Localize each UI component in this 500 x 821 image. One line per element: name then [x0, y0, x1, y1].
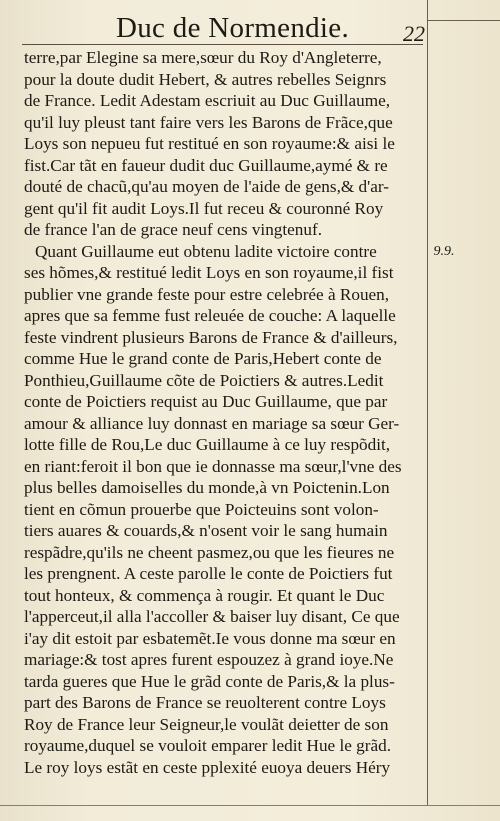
text-line: tiers auares & couards,& n'osent voir le sang humain — [24, 521, 388, 540]
page-number: 22 — [403, 21, 425, 46]
text-line: comme Hue le grand conte de Paris,Hebert conte de — [24, 349, 382, 368]
page-bottom-edge — [0, 805, 500, 806]
text-line: lotte fille de Rou,Le duc Guillaume à ce luy respõdit, — [24, 435, 391, 454]
text-line: qu'il luy pleust tant faire vers les Barons de Frãce,que — [24, 112, 393, 132]
text-line: fist.Car tãt en faueur dudit duc Guillaume,aymé & re — [24, 155, 388, 175]
text-line: tout honteux, & commença à rougir. Et quant le Duc — [24, 585, 385, 605]
text-line: douté de chacũ,qu'au moyen de l'aide de gens,& d'ar- — [24, 177, 389, 196]
text-line: de france l'an de grace neuf cens vingtenuf. — [24, 220, 322, 239]
text-line: Loys son nepueu fut restitué en son royaume:& aisi le — [24, 134, 395, 153]
text-line: amour & alliance luy donnast en mariage sa sœur Ger- — [24, 413, 400, 433]
text-line: Roy de France leur Seigneur,le voulãt deietter de son — [24, 714, 389, 734]
text-line: feste vindrent plusieurs Barons de France & d'ailleurs, — [24, 327, 398, 347]
running-header-title: Duc de Normendie. — [116, 12, 349, 44]
frame-rule-right — [427, 0, 428, 805]
text-line: l'apperceut,il alla l'accoller & baiser luy disant, Ce que — [24, 607, 400, 626]
text-line: en riant:feroit il bon que ie donnasse ma sœur,l'vne des — [24, 456, 402, 476]
text-line: gent qu'il fit audit Loys.Il fut receu & couronné Roy — [24, 198, 384, 218]
frame-rule-top-right — [427, 20, 500, 21]
text-line: part des Barons de France se reuolterent contre Loys — [24, 693, 386, 712]
text-line: respãdre,qu'ils ne cheent pasmez,ou que les fieures ne — [24, 542, 395, 562]
text-line: royaume,duquel se vouloit emparer ledit Hue le grãd. — [24, 736, 392, 755]
header-rule — [22, 44, 423, 45]
text-line: Ponthieu,Guillaume cõte de Poictiers & autres.Ledit — [24, 370, 384, 390]
text-line: apres que sa femme fust releuée de couche: A laquelle — [24, 306, 396, 325]
text-line: plus belles damoiselles du monde,à vn Poictenin.Lon — [24, 478, 390, 497]
text-line: Le roy loys estãt en ceste pplexité euoya deuers Héry — [24, 757, 391, 777]
text-line: terre,par Elegine sa mere,sœur du Roy d'Angleterre, — [24, 48, 382, 67]
text-line: de France. Ledit Adestam escriuit au Duc Guillaume, — [24, 91, 391, 110]
text-line: i'ay dit estoit par esbatemẽt.Ie vous donne ma sœur en — [24, 628, 396, 648]
text-line: mariage:& tost apres furent espouzez à grand ioye.Ne — [24, 650, 394, 669]
text-block — [24, 47, 426, 778]
text-line: ses hõmes,& restitué ledit Loys en son royaume,il fist — [24, 263, 394, 282]
text-line: publier vne grande feste pour estre celebrée à Rouen, — [24, 284, 390, 304]
text-line: conte de Poictiers requist au Duc Guillaume, que par — [24, 392, 388, 411]
text-line: tarda gueres que Hue le grãd conte de Paris,& la plus- — [24, 671, 395, 691]
text-line: tient en cõmun prouerbe que Poicteuins sont volon- — [24, 499, 379, 519]
text-line: les prengnent. A ceste parolle le conte de Poictiers fut — [24, 564, 393, 583]
text-line: Quant Guillaume eut obtenu ladite victoire contre — [35, 241, 377, 261]
margin-note: 9.9. — [433, 244, 455, 259]
text-line: pour la doute dudit Hebert, & autres rebelles Seignrs — [24, 69, 387, 89]
